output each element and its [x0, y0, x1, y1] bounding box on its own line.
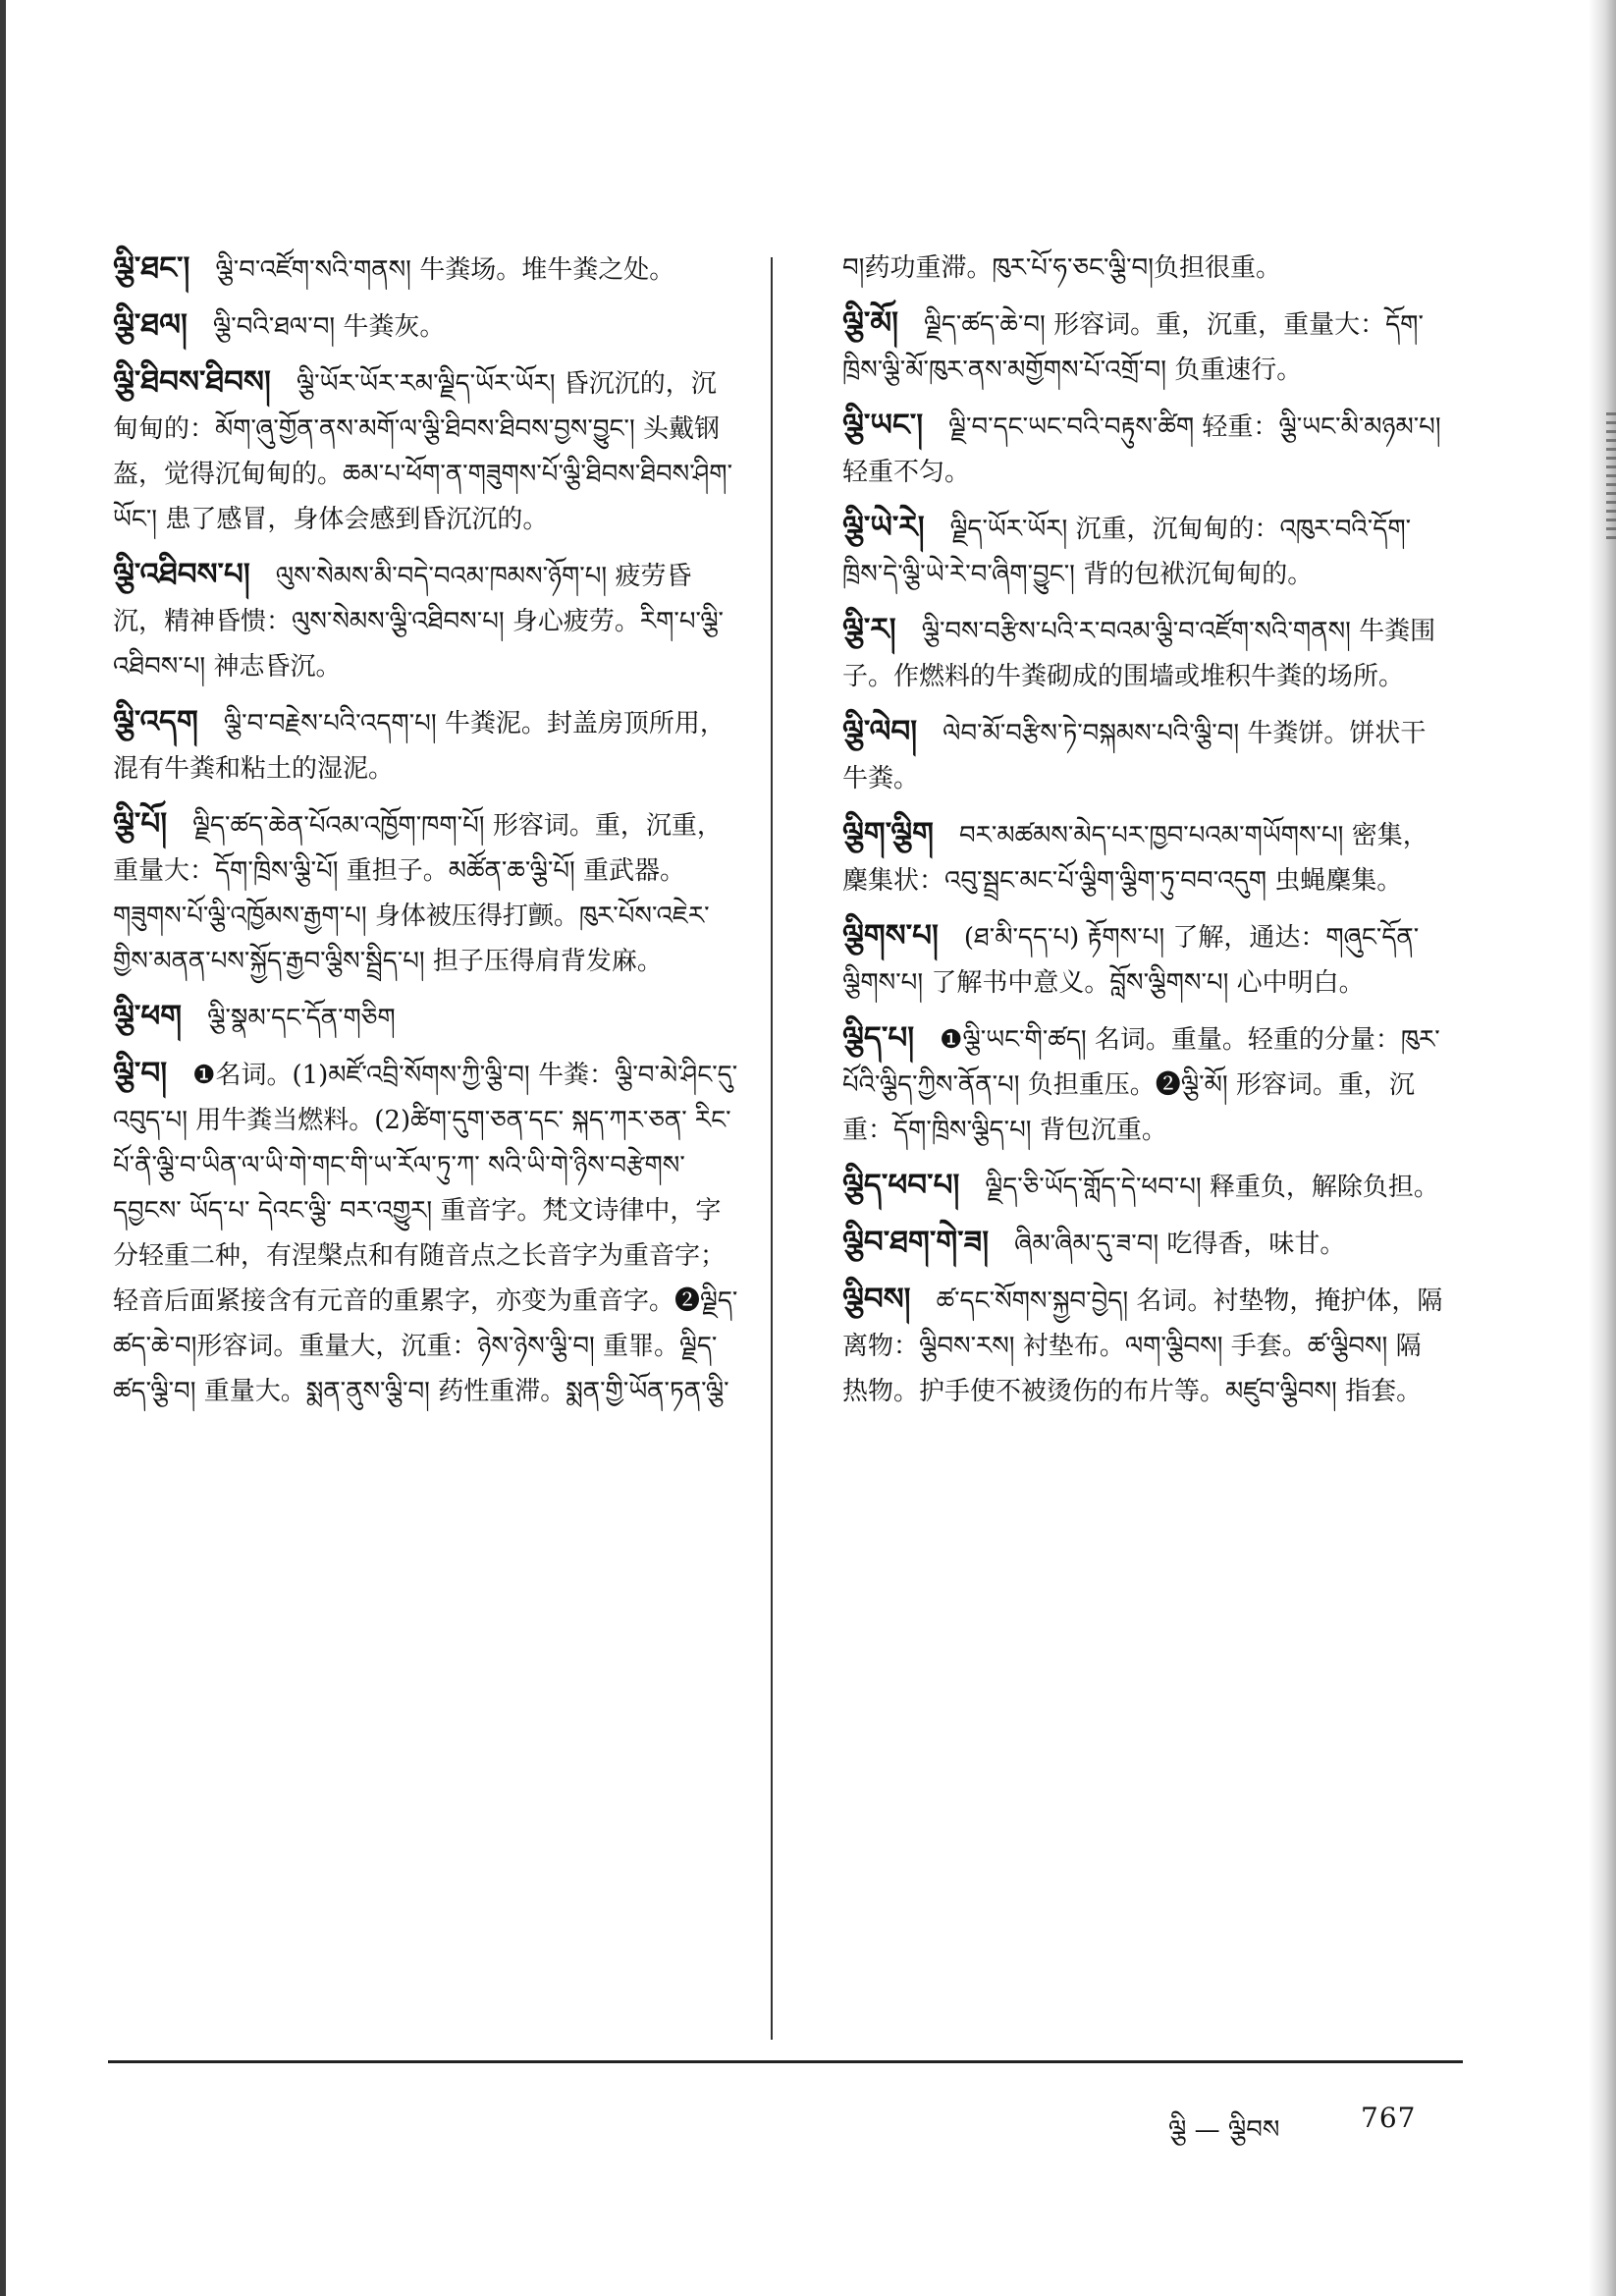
entry-definition: ལྕི་བ་འཛོག་སའི་གནས། 牛粪场。堆牛粪之处。	[215, 255, 675, 285]
entry-definition: ❶名词。(1)མཛོ་འབྲི་སོགས་ཀྱི་ལྕི་བ། 牛粪：ལྕི་བ་མེ་ཤིང་དུ་འབུད་པ། 用牛粪当燃料。(2)ཚིག་དུག་ཅན་དང་ སྐད་ཀར་ཅན་ རིང་པོ་ནི་ལྕི་བ་ཡིན་ལ་ཡི་གེ་གང་གི་ཡ་རོལ་ཏུ་ཀ་ སའི་ཡི་གེ་ཉིས་བརྩེགས་ དབྱངས་ ཡོད་པ་ དེའང་ལྕི་ བར་འགྱུར། 重音字。梵文诗律中，字分轻重二种，有涅槃点和有随音点之长音字为重音字；轻音后面紧接含有元音的重累字，亦变为重音字。❷ལྗིད་ཚད་ཆེ་བ།形容词。重量大，沉重：ཉེས་ཉེས་ལྕི་བ། 重罪。ལྗིད་ཚད་ལྕི་བ། 重量大。སྨན་ནུས་ལྕི་བ། 药性重滞。སྨན་གྱི་ཡོན་ཏན་ལྕི་	[113, 1061, 738, 1406]
entry-headword: ལྕི་བ།	[113, 1056, 168, 1091]
right-column	[842, 246, 1446, 1424]
entry-definition: ལྕི་བས་བརྩིས་པའི་ར་བའམ་ལྕི་བ་འཛོག་སའི་གནས། 牛粪围子。作燃料的牛粪砌成的围墙或堆积牛粪的场所。	[842, 617, 1436, 691]
entry-definition: ལྗི་བ་དང་ཡང་བའི་བརྟུས་ཚིག 轻重：ལྕི་ཡང་མི་མཉམ་པ། 轻重不匀。	[842, 412, 1441, 487]
entry-headword: ལྕི་ཡེ་རེ།	[842, 510, 925, 545]
dictionary-entry	[842, 607, 1446, 699]
entry-headword: ལྕི་པོ།	[113, 806, 168, 842]
entry-definition: ལྗིད་ཚད་ཆེ་བ། 形容词。重，沉重，重量大：དོག་ཁྲིས་ལྕི་མོ་ཁུར་ནས་མགྱོགས་པོ་འགྲོ་བ། 负重速行。	[842, 310, 1424, 385]
entry-headword: ལྕིགས་པ།	[842, 918, 939, 954]
entry-definition: བར་མཚམས་མེད་པར་ཁྱབ་པའམ་གཡོགས་པ། 密集，麇集状：འབུ་སྦྲང་མང་པོ་ལྕིག་ལྕིག་ཏུ་བབ་འདུག 虫蝇麇集。	[842, 821, 1428, 896]
entry-headword: ལྕིད་པ།	[842, 1020, 915, 1056]
dictionary-entry	[842, 403, 1446, 495]
dictionary-entry	[842, 1277, 1446, 1414]
dictionary-entry	[113, 302, 741, 350]
entry-headword: ལྕི་ཕག	[113, 999, 183, 1034]
entry-definition: ཚ་དང་སོགས་སྐྱབ་བྱེད། 名词。衬垫物，掩护体，隔离物：ལྕིབས་རས། 衬垫布。ལག་ལྕིབས། 手套。ཚ་ལྕིབས། 隔热物。护手使不被烫伤的布片等。མཛུབ་ལྕིབས། 指套。	[842, 1286, 1443, 1406]
entry-definition: ལུས་སེམས་མི་བདེ་བའམ་ཁམས་ཉོག་པ། 疲劳昏沉，精神昏愦：ལུས་སེམས་ལྕི་འཐིབས་པ། 身心疲劳。རིག་པ་ལྕི་འཐིབས་པ། 神志昏沉。	[113, 562, 725, 682]
entry-headword: ལྕི་ཐང་།	[113, 250, 190, 286]
dictionary-entry	[842, 505, 1446, 597]
entry-headword: ལྕི་ཐིབས་ཐིབས།	[113, 364, 271, 400]
scan-edge	[0, 0, 6, 2296]
dictionary-entry	[842, 709, 1446, 801]
dictionary-entry	[842, 913, 1446, 1006]
entry-headword: ལྕི་ལེབ།	[842, 714, 918, 749]
entry-headword: ལྕིག་ལྕིག	[842, 816, 934, 851]
dictionary-entry	[113, 699, 741, 792]
dictionary-entry	[113, 994, 741, 1041]
dictionary-entry	[113, 359, 741, 542]
dictionary-entry	[113, 801, 741, 984]
entry-definition: ལྗིད་ཅི་ཡོད་གློད་དེ་ཕབ་པ། 释重负，解除负担。	[985, 1173, 1439, 1202]
entry-definition: ❶ལྕི་ཡང་གི་ཚད། 名词。重量。轻重的分量：ཁུར་པོའི་ལྕིད་ཀྱིས་ནོན་པ། 负担重压。❷ལྕི་མོ། 形容词。重，沉重：དོག་ཁྲིས་ལྕིད་པ། 背包沉重。	[842, 1025, 1440, 1145]
dictionary-entry	[113, 552, 741, 689]
page-number: 767	[1361, 2102, 1417, 2134]
entry-headword: ལྕི་ཐལ།	[113, 307, 188, 343]
entry-definition: ལྕི་སྣམ་དང་དོན་གཅིག	[207, 1004, 396, 1033]
binding-marks	[1606, 412, 1616, 540]
scan-shadow	[1589, 0, 1616, 2296]
dictionary-entry	[113, 1051, 741, 1414]
guide-words: ལྕི — ལྕིབས	[1168, 2115, 1280, 2145]
entry-definition: ལྕི་བ་བརྗེས་པའི་འདག་པ། 牛粪泥。封盖房顶所用，混有牛粪和粘土的湿泥。	[113, 709, 726, 784]
entry-headword: ལྕི་འཐིབས་པ།	[113, 557, 250, 592]
left-column	[113, 246, 741, 1424]
dictionary-entry	[113, 246, 741, 293]
entry-definition: ལྗིད་ཡོར་ཡོར། 沉重，沉甸甸的：འཁུར་བའི་དོག་ཁྲིས་དེ་ལྕི་ཡེ་རེ་བ་ཞིག་བྱུང་། 背的包袱沉甸甸的。	[842, 515, 1412, 589]
entry-definition: བ།药功重滞。ཁུར་པོ་ཧ་ཅང་ལྕི་བ།负担很重。	[842, 253, 1281, 283]
entry-definition: ལྕི་བའི་ཐལ་བ། 牛粪灰。	[212, 312, 446, 342]
dictionary-entry-continued	[842, 246, 1446, 291]
entry-headword: ལྕི་ར།	[842, 612, 896, 647]
entry-headword: ལྕིབས།	[842, 1282, 911, 1317]
footer-rule	[108, 2060, 1463, 2063]
entry-headword: ལྕིད་ཕབ་པ།	[842, 1168, 960, 1203]
dictionary-entry	[842, 811, 1446, 903]
dictionary-entry	[842, 1220, 1446, 1267]
entry-headword: ལྕི་འདག	[113, 704, 198, 739]
entry-headword: ལྕི་ཡང་།	[842, 408, 924, 443]
entry-definition: ཞིམ་ཞིམ་དུ་ཟ་བ། 吃得香，味甘。	[1014, 1230, 1346, 1259]
entry-definition: (ཐ་མི་དད་པ) རྟོགས་པ། 了解，通达：གཞུང་དོན་ལྕིགས་པ། 了解书中意义。བློས་ལྕིགས་པ། 心中明白。	[842, 923, 1420, 998]
dictionary-entry	[842, 301, 1446, 393]
entry-definition: ལྕི་ཡོར་ཡོར་རམ་ལྗིད་ཡོར་ཡོར། 昏沉沉的，沉甸甸的：མོག་ཞུ་གྱོན་ནས་མགོ་ལ་ལྕི་ཐིབས་ཐིབས་བྱས་བྱུང་། 头戴钢盔，觉得沉甸甸的。ཆམ་པ་ཕོག་ན་གཟུགས་པོ་ལྕི་ཐིབས་ཐིབས་ཤིག་ཡོང་། 患了感冒，身体会感到昏沉沉的。	[113, 369, 733, 534]
dictionary-entry	[842, 1015, 1446, 1153]
entry-definition: ལྗིད་ཚད་ཆེན་པོའམ་འཁྱོག་ཁག་པོ། 形容词。重，沉重，重量大：དོག་ཁྲིས་ལྕི་པོ། 重担子。མཚོན་ཆ་ལྕི་པོ། 重武器。གཟུགས་པོ་ལྕི་འཁྱོམས་རྒྱག་པ། 身体被压得打颤。ཁུར་པོས་འཇེར་གྱིས་མནན་པས་སྐྱོད་རྒྱབ་ལྕིས་སྦྲིད་པ། 担子压得肩背发麻。	[113, 811, 723, 976]
entry-headword: ལྕིབ་ཐག་གེ་ཟ།	[842, 1225, 990, 1260]
dictionary-entry	[842, 1163, 1446, 1210]
entry-headword: ལྕི་མོ།	[842, 305, 899, 341]
column-divider	[771, 257, 773, 2040]
entry-definition: ལེབ་མོ་བརྩིས་ཏེ་བསྐམས་པའི་ལྕི་བ། 牛粪饼。饼状干牛粪。	[842, 719, 1427, 793]
